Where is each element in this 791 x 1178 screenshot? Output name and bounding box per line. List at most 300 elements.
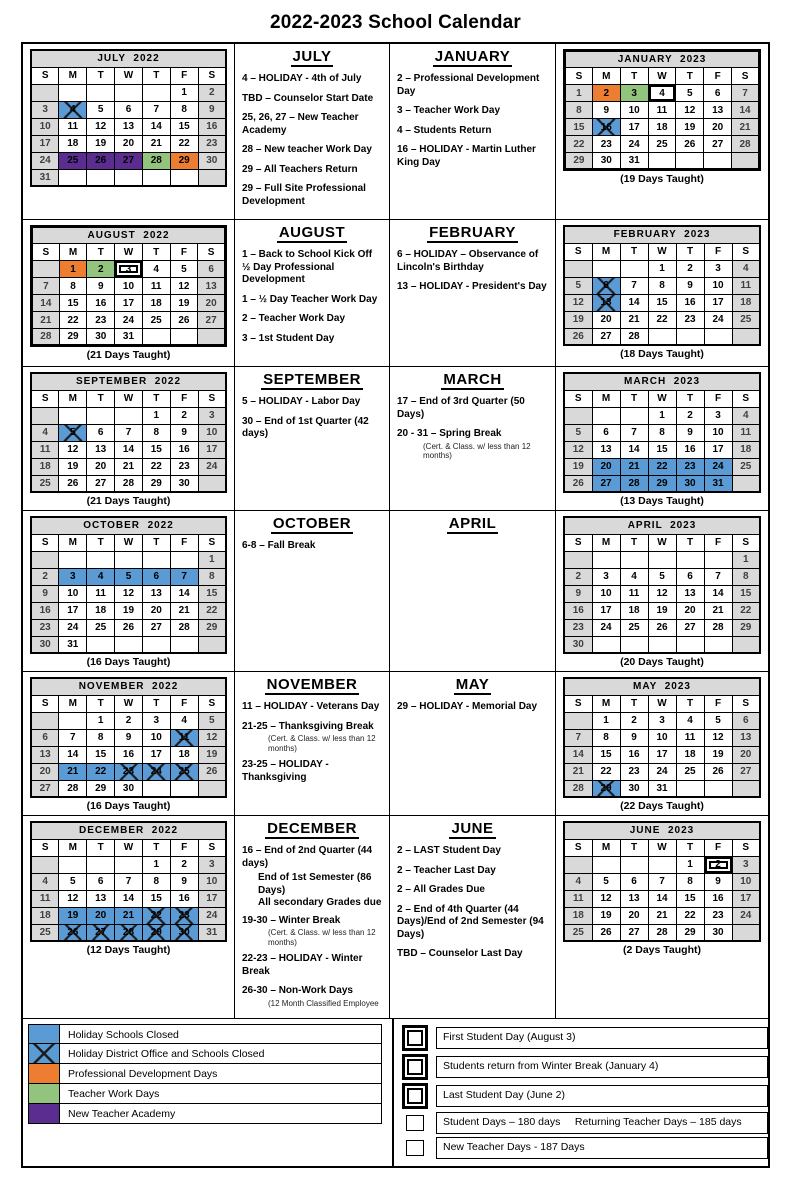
day-cell-15: 15 (170, 118, 198, 135)
day-cell-13: 13 (676, 585, 704, 602)
day-cell-21: 21 (732, 119, 760, 136)
weekday-header: T (676, 243, 704, 260)
day-cell-empty (59, 169, 87, 186)
weekday-header: T (142, 67, 170, 84)
calendar-table (563, 49, 761, 171)
month-title: JANUARY 2023 (565, 51, 760, 68)
notes-november (235, 672, 389, 795)
calendar-table (30, 225, 227, 347)
day-cell-19: 19 (87, 135, 115, 152)
weekday-header: M (592, 243, 620, 260)
note-item: 29 – HOLIDAY - Memorial Day (397, 701, 538, 712)
note-item: 25, 26, 27 – New Teacher Academy (242, 112, 359, 136)
day-cell-28: 28 (142, 152, 170, 169)
day-cell-19: 19 (564, 458, 592, 475)
weekday-header: T (620, 390, 648, 407)
weekday-header: W (648, 243, 676, 260)
month-title: NOVEMBER 2022 (31, 678, 226, 695)
weekday-header: T (87, 839, 115, 856)
day-cell-empty (198, 329, 226, 346)
day-cell-empty (648, 328, 676, 345)
day-cell-3: 3 (31, 101, 59, 118)
day-cell-9: 9 (564, 585, 592, 602)
day-cell-13: 13 (198, 278, 226, 295)
day-cell-18: 18 (732, 294, 760, 311)
legend-count-label: Student Days – 180 days Returning Teacher Days – 185 days (436, 1112, 768, 1134)
day-cell-15: 15 (648, 441, 676, 458)
day-cell-16: 16 (198, 118, 226, 135)
day-cell-5: 5 (564, 277, 592, 294)
month-title: JUNE 2023 (564, 822, 760, 839)
day-cell-6: 6 (592, 424, 620, 441)
day-cell-15: 15 (732, 585, 760, 602)
day-cell-15: 15 (676, 890, 704, 907)
day-cell-3: 3 (115, 261, 143, 278)
notes-month-heading (397, 48, 548, 67)
weekday-header: T (676, 695, 704, 712)
day-cell-20: 20 (704, 119, 732, 136)
day-cell-31: 31 (704, 475, 732, 492)
day-cell-7: 7 (115, 873, 143, 890)
day-cell-empty (592, 551, 620, 568)
day-cell-17: 17 (31, 135, 59, 152)
day-cell-12: 12 (592, 890, 620, 907)
weekday-header: S (198, 67, 226, 84)
day-cell-19: 19 (115, 602, 143, 619)
day-cell-empty (704, 551, 732, 568)
day-cell-empty (87, 551, 115, 568)
day-cell-25: 25 (31, 924, 59, 941)
calendar-row-6 (23, 816, 768, 1019)
day-cell-16: 16 (704, 890, 732, 907)
day-cell-14: 14 (564, 746, 592, 763)
day-cell-3: 3 (59, 568, 87, 585)
day-cell-21: 21 (59, 763, 87, 780)
day-cell-29: 29 (142, 475, 170, 492)
day-cell-empty (732, 153, 760, 170)
day-cell-12: 12 (564, 294, 592, 311)
day-cell-18: 18 (31, 907, 59, 924)
cal-cell (556, 220, 768, 366)
cal-cell (556, 672, 768, 815)
day-cell-12: 12 (59, 890, 87, 907)
day-cell-8: 8 (565, 102, 593, 119)
day-cell-18: 18 (676, 746, 704, 763)
day-cell-19: 19 (59, 907, 87, 924)
day-cell-25: 25 (564, 924, 592, 941)
cal-cell (23, 816, 235, 1018)
day-cell-30: 30 (170, 924, 198, 941)
day-cell-27: 27 (87, 924, 115, 941)
note-item: 2 – Teacher Work Day (242, 313, 346, 324)
day-cell-22: 22 (565, 136, 593, 153)
day-cell-9: 9 (592, 102, 620, 119)
month-title: AUGUST 2022 (32, 227, 226, 244)
notes-month-heading-text: NOVEMBER (266, 676, 358, 693)
day-cell-1: 1 (142, 407, 170, 424)
day-cell-empty (564, 712, 592, 729)
notes-month-heading (397, 676, 548, 695)
day-cell-1: 1 (648, 407, 676, 424)
day-cell-29: 29 (592, 780, 620, 797)
day-cell-13: 13 (592, 441, 620, 458)
day-cell-empty (170, 636, 198, 653)
day-cell-10: 10 (59, 585, 87, 602)
legend-color-key (23, 1019, 394, 1165)
weekday-header: S (198, 390, 226, 407)
weekday-header: T (676, 68, 704, 85)
day-cell-12: 12 (87, 118, 115, 135)
day-cell-15: 15 (648, 294, 676, 311)
day-cell-16: 16 (115, 746, 143, 763)
day-cell-13: 13 (142, 585, 170, 602)
day-cell-30: 30 (564, 636, 592, 653)
day-cell-28: 28 (732, 136, 760, 153)
day-cell-2: 2 (170, 856, 198, 873)
day-cell-16: 16 (676, 441, 704, 458)
legend-label: Professional Development Days (60, 1064, 382, 1084)
weekday-header: M (592, 534, 620, 551)
month-calendar-april-2023 (556, 511, 768, 671)
note-item: 26-30 – Non-Work Days (242, 985, 353, 997)
weekday-header: M (59, 695, 87, 712)
calendar-table (563, 225, 761, 346)
day-cell-6: 6 (198, 261, 226, 278)
day-cell-1: 1 (732, 551, 760, 568)
day-cell-30: 30 (676, 475, 704, 492)
day-cell-4: 4 (732, 407, 760, 424)
day-cell-16: 16 (87, 295, 115, 312)
month-calendar-september-2022 (23, 367, 234, 510)
weekday-header: M (59, 839, 87, 856)
day-cell-30: 30 (31, 636, 59, 653)
weekday-header: W (115, 67, 143, 84)
day-cell-11: 11 (31, 890, 59, 907)
note-cell (390, 672, 556, 815)
notes-month-heading-text: OCTOBER (272, 515, 352, 532)
legend-row-item (28, 1104, 382, 1124)
legend-boxed-item (402, 1025, 768, 1051)
day-cell-7: 7 (648, 873, 676, 890)
month-calendar-december-2022 (23, 816, 234, 959)
day-cell-23: 23 (170, 907, 198, 924)
weekday-header: T (676, 839, 704, 856)
day-cell-empty (732, 924, 760, 941)
day-cell-7: 7 (564, 729, 592, 746)
day-cell-27: 27 (704, 136, 732, 153)
note-item: 5 – HOLIDAY - Labor Day (242, 396, 361, 407)
day-cell-20: 20 (592, 458, 620, 475)
month-calendar-may-2023 (556, 672, 768, 815)
day-cell-21: 21 (32, 312, 60, 329)
day-cell-29: 29 (565, 153, 593, 170)
note-item: 1 – ½ Day Teacher Work Day (242, 293, 378, 305)
day-cell-1: 1 (170, 84, 198, 101)
day-cell-30: 30 (620, 780, 648, 797)
day-cell-empty (31, 856, 59, 873)
day-cell-empty (32, 261, 60, 278)
day-cell-29: 29 (142, 924, 170, 941)
day-cell-5: 5 (648, 568, 676, 585)
calendar-table (563, 821, 761, 942)
weekday-header: T (142, 534, 170, 551)
day-cell-25: 25 (732, 311, 760, 328)
weekday-header: F (170, 839, 198, 856)
calendar-table (30, 516, 227, 654)
day-cell-21: 21 (115, 458, 143, 475)
day-cell-empty (142, 636, 170, 653)
page-title: 2022-2023 School Calendar (269, 12, 522, 33)
day-cell-10: 10 (31, 118, 59, 135)
day-cell-18: 18 (31, 458, 59, 475)
day-cell-3: 3 (142, 712, 170, 729)
day-cell-22: 22 (142, 458, 170, 475)
legend-swatch-mk-bluex (28, 1044, 60, 1064)
day-cell-10: 10 (592, 585, 620, 602)
day-cell-27: 27 (592, 475, 620, 492)
day-cell-empty (87, 407, 115, 424)
day-cell-20: 20 (620, 907, 648, 924)
notes-month-heading-text: MAY (455, 676, 490, 693)
day-cell-empty (732, 475, 760, 492)
note-item: 22-23 – HOLIDAY - Winter Break (242, 953, 363, 977)
day-cell-14: 14 (704, 585, 732, 602)
weekday-header: S (198, 534, 226, 551)
day-cell-28: 28 (170, 619, 198, 636)
day-cell-19: 19 (704, 746, 732, 763)
day-cell-6: 6 (31, 729, 59, 746)
day-cell-14: 14 (115, 441, 143, 458)
notes-april (390, 511, 555, 544)
days-taught: (16 Days Taught) (86, 800, 171, 812)
weekday-header: M (59, 67, 87, 84)
legend-milestones (394, 1019, 772, 1165)
notes-month-heading-text: MARCH (443, 371, 502, 388)
weekday-header: T (676, 390, 704, 407)
day-cell-empty (592, 407, 620, 424)
day-cell-26: 26 (704, 763, 732, 780)
day-cell-23: 23 (620, 763, 648, 780)
day-cell-9: 9 (676, 424, 704, 441)
day-cell-18: 18 (59, 135, 87, 152)
cal-cell (556, 367, 768, 510)
weekday-header: W (648, 534, 676, 551)
cal-cell (23, 511, 235, 671)
weekday-header: T (620, 839, 648, 856)
calendar-row-2 (23, 220, 768, 367)
day-cell-26: 26 (170, 312, 198, 329)
day-cell-empty (142, 329, 170, 346)
weekday-header: F (170, 695, 198, 712)
note-item: 2 – All Grades Due (397, 884, 485, 895)
note-item-continued: All secondary Grades due (258, 897, 382, 908)
day-cell-21: 21 (648, 907, 676, 924)
legend-label: Teacher Work Days (60, 1084, 382, 1104)
day-cell-23: 23 (87, 312, 115, 329)
month-title: FEBRUARY 2023 (564, 226, 760, 243)
day-cell-1: 1 (142, 856, 170, 873)
notes-month-heading-text: SEPTEMBER (263, 371, 361, 388)
day-cell-14: 14 (59, 746, 87, 763)
notes-month-heading (242, 676, 382, 695)
day-cell-9: 9 (115, 729, 143, 746)
day-cell-4: 4 (732, 260, 760, 277)
day-cell-22: 22 (142, 907, 170, 924)
day-cell-8: 8 (648, 277, 676, 294)
day-cell-4: 4 (676, 712, 704, 729)
day-cell-13: 13 (31, 746, 59, 763)
day-cell-11: 11 (676, 729, 704, 746)
day-cell-empty (732, 636, 760, 653)
day-cell-empty (704, 780, 732, 797)
day-cell-empty (142, 169, 170, 186)
day-cell-7: 7 (620, 424, 648, 441)
note-item: 19-30 – Winter Break (242, 914, 341, 926)
days-taught: (18 Days Taught) (620, 348, 704, 360)
day-cell-16: 16 (170, 441, 198, 458)
day-cell-27: 27 (115, 152, 143, 169)
month-calendar-february-2023 (556, 220, 768, 363)
calendar-table (563, 516, 761, 654)
notes-june (390, 816, 555, 972)
legend-label: Holiday District Office and Schools Closed (60, 1044, 382, 1064)
day-cell-10: 10 (648, 729, 676, 746)
notes-august (235, 220, 389, 356)
day-cell-4: 4 (142, 261, 170, 278)
days-taught: (22 Days Taught) (620, 800, 704, 812)
legend-label: New Teacher Academy (60, 1104, 382, 1124)
day-cell-12: 12 (170, 278, 198, 295)
day-cell-13: 13 (115, 118, 143, 135)
day-cell-13: 13 (592, 294, 620, 311)
legend-count-item (402, 1112, 768, 1134)
notes-month-heading (397, 515, 548, 534)
month-title: DECEMBER 2022 (31, 822, 226, 839)
notes-month-heading-text: DECEMBER (267, 820, 357, 837)
day-cell-20: 20 (198, 295, 226, 312)
month-calendar-july-2022 (23, 44, 234, 189)
day-cell-14: 14 (115, 890, 143, 907)
day-cell-26: 26 (564, 475, 592, 492)
day-cell-9: 9 (198, 101, 226, 118)
day-cell-22: 22 (676, 907, 704, 924)
day-cell-9: 9 (170, 873, 198, 890)
day-cell-3: 3 (198, 856, 226, 873)
day-cell-13: 13 (732, 729, 760, 746)
notes-month-heading (242, 371, 382, 390)
day-cell-empty (170, 551, 198, 568)
day-cell-17: 17 (115, 295, 143, 312)
day-cell-24: 24 (59, 619, 87, 636)
day-cell-19: 19 (648, 602, 676, 619)
day-cell-empty (87, 169, 115, 186)
day-cell-7: 7 (32, 278, 60, 295)
day-cell-31: 31 (648, 780, 676, 797)
weekday-header: F (704, 68, 732, 85)
day-cell-23: 23 (704, 907, 732, 924)
month-title: MARCH 2023 (564, 373, 760, 390)
day-cell-29: 29 (198, 619, 226, 636)
day-cell-27: 27 (142, 619, 170, 636)
note-item-fineprint: (Cert. & Class. w/ less than 12 months) (268, 734, 376, 753)
day-cell-4: 4 (564, 873, 592, 890)
day-cell-empty (87, 856, 115, 873)
weekday-header: W (648, 390, 676, 407)
day-cell-6: 6 (115, 101, 143, 118)
days-taught: (16 Days Taught) (86, 656, 171, 668)
weekday-header: W (115, 244, 143, 261)
day-cell-29: 29 (87, 780, 115, 797)
day-cell-10: 10 (732, 873, 760, 890)
day-cell-3: 3 (704, 407, 732, 424)
weekday-header: T (620, 68, 648, 85)
day-cell-3: 3 (198, 407, 226, 424)
day-cell-2: 2 (620, 712, 648, 729)
day-cell-empty (198, 636, 226, 653)
day-cell-6: 6 (592, 277, 620, 294)
day-cell-24: 24 (648, 763, 676, 780)
note-cell (235, 511, 390, 671)
weekday-header: T (142, 695, 170, 712)
day-cell-6: 6 (87, 873, 115, 890)
day-cell-19: 19 (170, 295, 198, 312)
legend-label: Holiday Schools Closed (60, 1024, 382, 1044)
note-item: 2 – End of 4th Quarter (44 Days)/End of 2nd Semester (94 Days) (397, 903, 544, 940)
calendar-row-1 (23, 44, 768, 220)
note-item: 6-8 – Fall Break (242, 540, 316, 551)
day-cell-21: 21 (620, 311, 648, 328)
day-cell-2: 2 (676, 407, 704, 424)
day-cell-8: 8 (198, 568, 226, 585)
legend-boxed-label: First Student Day (August 3) (436, 1027, 768, 1049)
weekday-header: T (620, 243, 648, 260)
notes-month-heading (242, 48, 382, 67)
boxed-day-icon (402, 1054, 428, 1080)
day-cell-12: 12 (676, 102, 704, 119)
day-cell-2: 2 (564, 568, 592, 585)
month-title: OCTOBER 2022 (31, 517, 226, 534)
weekday-header: W (648, 839, 676, 856)
day-cell-2: 2 (87, 261, 115, 278)
calendar-row-4 (23, 511, 768, 672)
weekday-header: S (198, 695, 226, 712)
day-cell-30: 30 (170, 475, 198, 492)
day-cell-empty (648, 551, 676, 568)
day-cell-6: 6 (87, 424, 115, 441)
day-cell-7: 7 (115, 424, 143, 441)
note-item: 3 – Teacher Work Day (397, 105, 501, 116)
day-cell-27: 27 (732, 763, 760, 780)
day-cell-12: 12 (115, 585, 143, 602)
weekday-header: S (564, 243, 592, 260)
month-title: APRIL 2023 (564, 517, 760, 534)
day-cell-19: 19 (564, 311, 592, 328)
day-cell-25: 25 (59, 152, 87, 169)
note-item: 29 – Full Site Professional Development (242, 183, 366, 207)
weekday-header: M (592, 695, 620, 712)
weekday-header: F (704, 534, 732, 551)
month-calendar-october-2022 (23, 511, 234, 671)
day-cell-11: 11 (59, 118, 87, 135)
day-cell-26: 26 (592, 924, 620, 941)
day-cell-12: 12 (564, 441, 592, 458)
day-cell-28: 28 (564, 780, 592, 797)
day-cell-25: 25 (620, 619, 648, 636)
day-cell-14: 14 (732, 102, 760, 119)
note-item: 2 – LAST Student Day (397, 845, 501, 856)
cal-cell (23, 44, 235, 219)
day-cell-14: 14 (170, 585, 198, 602)
